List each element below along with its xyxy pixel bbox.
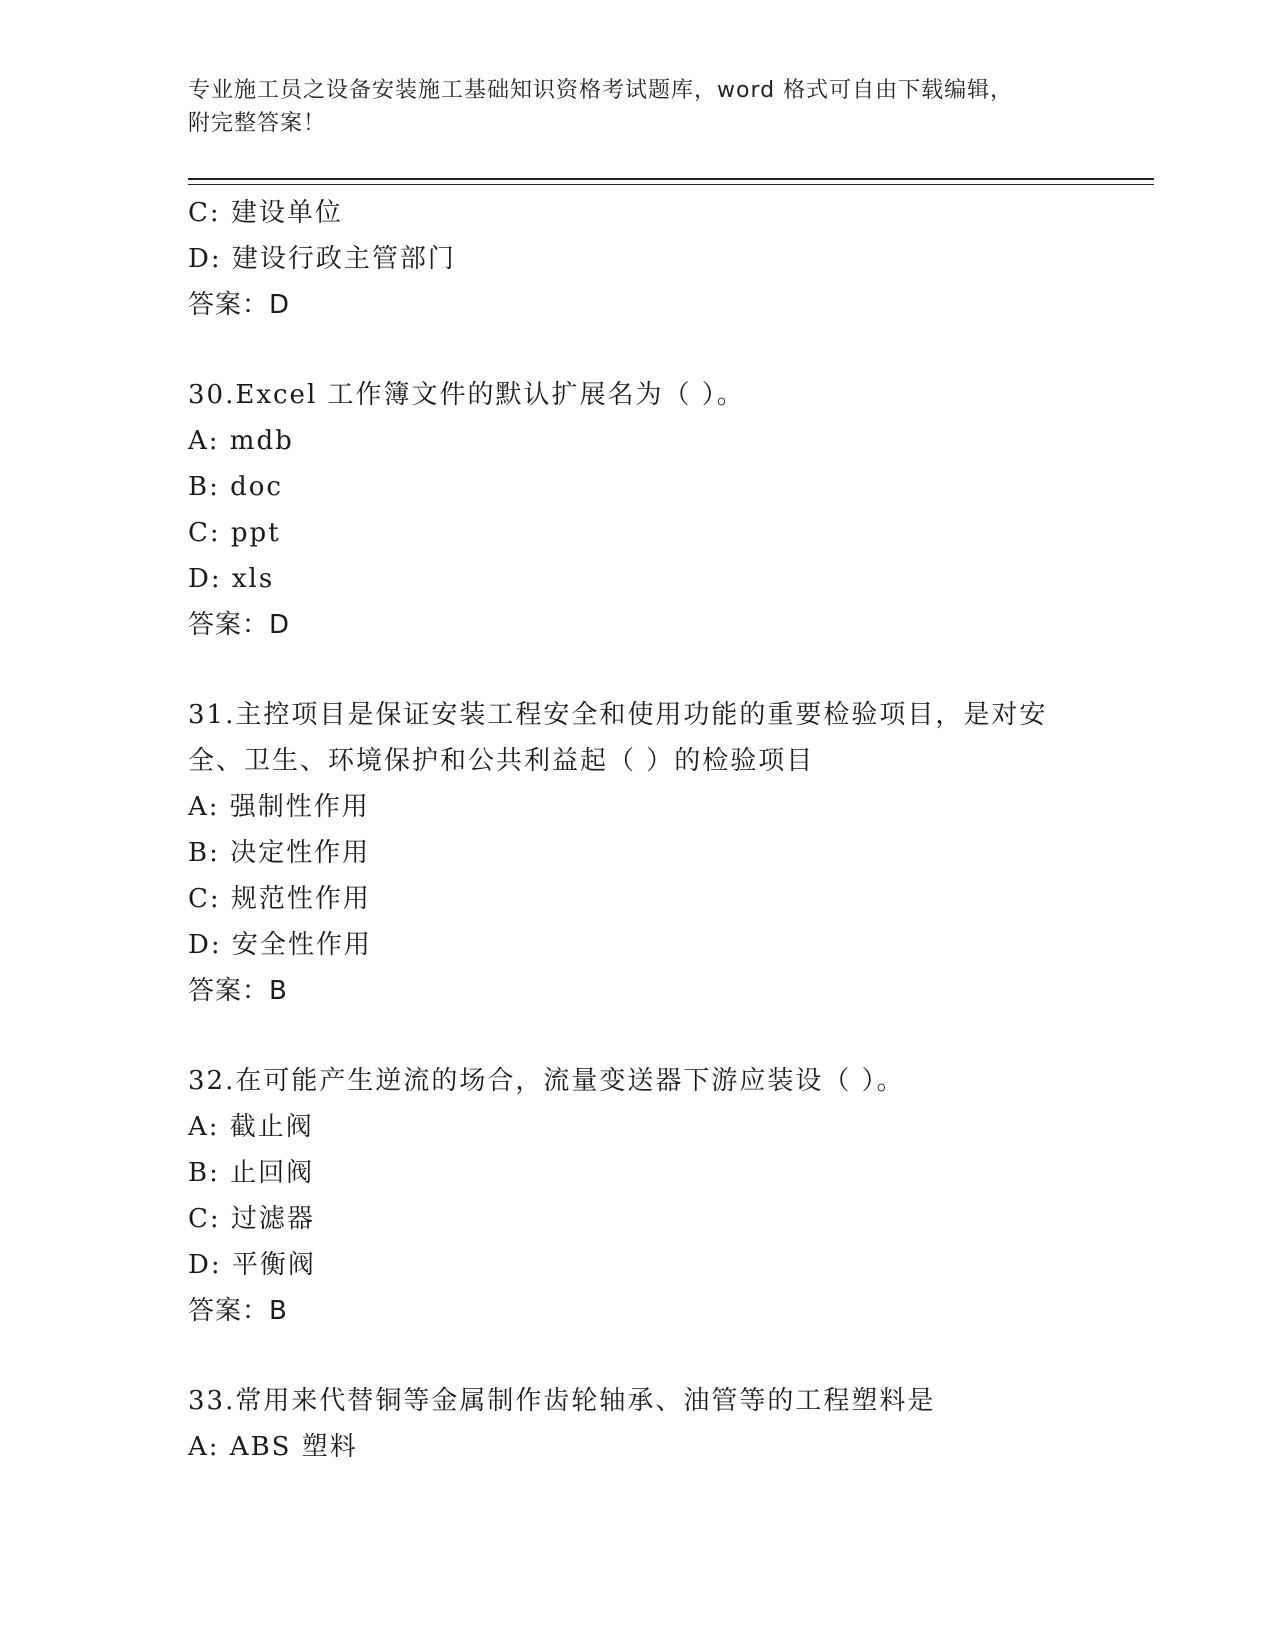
option-d: D: 安全性作用 bbox=[188, 930, 372, 960]
question-list bbox=[188, 190, 1088, 1470]
spacer bbox=[188, 648, 1088, 692]
option-d: D: xls bbox=[188, 564, 275, 594]
option-b: B: doc bbox=[188, 472, 283, 502]
question-text-continued: 全、卫生、环境保护和公共利益起（ ）的检验项目 bbox=[188, 746, 815, 776]
option-c: C: 过滤器 bbox=[188, 1204, 315, 1234]
answer-line: 答案：B bbox=[188, 1296, 288, 1326]
option-c: C: ppt bbox=[188, 518, 281, 548]
question-text: 33.常用来代替铜等金属制作齿轮轴承、油管等的工程塑料是 bbox=[188, 1386, 936, 1416]
option-b: B: 决定性作用 bbox=[188, 838, 371, 868]
option-b: B: 止回阀 bbox=[188, 1158, 315, 1188]
document-header bbox=[188, 74, 1068, 140]
question-block-32 bbox=[188, 1058, 1088, 1334]
option-a: A: 强制性作用 bbox=[188, 792, 370, 822]
option-d: D: 建设行政主管部门 bbox=[188, 244, 456, 274]
question-text: 30.Excel 工作簿文件的默认扩展名为（ ）。 bbox=[188, 380, 745, 410]
question-text: 31.主控项目是保证安装工程安全和使用功能的重要检验项目，是对安 bbox=[188, 700, 1048, 730]
question-block-29 bbox=[188, 190, 1088, 328]
option-a: A: ABS 塑料 bbox=[188, 1432, 358, 1462]
spacer bbox=[188, 1334, 1088, 1378]
header-line-1: 专业施工员之设备安装施工基础知识资格考试题库，word 格式可自由下载编辑， bbox=[188, 78, 1014, 103]
option-a: A: 截止阀 bbox=[188, 1112, 314, 1142]
answer-line: 答案：B bbox=[188, 976, 288, 1006]
answer-line: 答案：D bbox=[188, 290, 291, 320]
header-rule-thick bbox=[188, 178, 1154, 180]
header-line-2: 附完整答案！ bbox=[188, 111, 327, 136]
option-c: C: 建设单位 bbox=[188, 198, 343, 228]
header-rule-thin bbox=[188, 184, 1154, 185]
spacer bbox=[188, 1014, 1088, 1058]
spacer bbox=[188, 328, 1088, 372]
option-d: D: 平衡阀 bbox=[188, 1250, 316, 1280]
question-block-31 bbox=[188, 692, 1088, 1014]
option-c: C: 规范性作用 bbox=[188, 884, 371, 914]
answer-line: 答案：D bbox=[188, 610, 291, 640]
question-block-30 bbox=[188, 372, 1088, 648]
question-text: 32.在可能产生逆流的场合，流量变送器下游应装设（ ）。 bbox=[188, 1066, 905, 1096]
question-block-33 bbox=[188, 1378, 1088, 1470]
option-a: A: mdb bbox=[188, 426, 294, 456]
